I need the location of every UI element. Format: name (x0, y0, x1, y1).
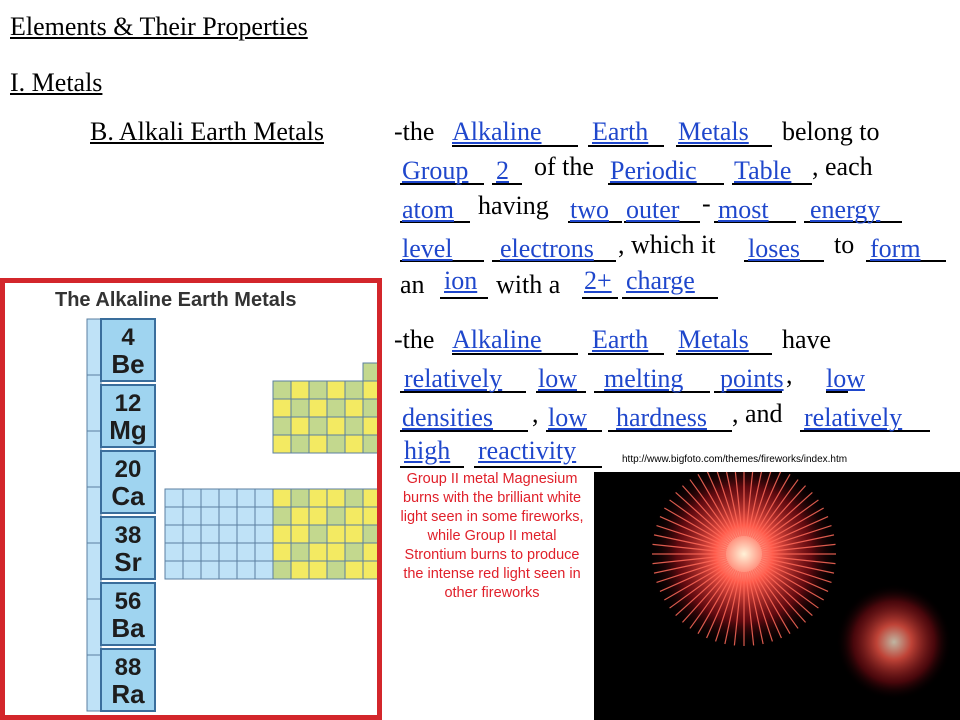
text-with-a: with a (496, 270, 561, 299)
table-cell (219, 525, 237, 543)
table-cell (165, 507, 183, 525)
table-cell (237, 507, 255, 525)
table-cell (291, 489, 309, 507)
table-cell (363, 507, 377, 525)
text-which-it: , which it (618, 230, 716, 259)
table-cell (273, 561, 291, 579)
firework-burst (836, 584, 952, 700)
table-cell (309, 417, 327, 435)
table-cell (291, 543, 309, 561)
table-cell (327, 381, 345, 399)
answer-two: two (570, 195, 609, 224)
atomic-number: 88 (114, 654, 142, 681)
table-cell (201, 507, 219, 525)
answer-earth-2: Earth (592, 325, 649, 354)
answer-low-2: low (826, 364, 865, 393)
table-cell (327, 489, 345, 507)
answer-densities: densities (402, 403, 493, 432)
answer-metals-1: Metals (678, 117, 749, 146)
table-cell (327, 543, 345, 561)
table-cell (273, 381, 291, 399)
blank (440, 297, 488, 299)
answer-2plus: 2+ (584, 266, 612, 295)
element-symbol: Mg (109, 415, 147, 445)
answer-earth-1: Earth (592, 117, 649, 146)
text-the-2: -the (394, 325, 435, 354)
table-cell (309, 561, 327, 579)
text-and: , and (732, 399, 783, 428)
table-cell (219, 489, 237, 507)
answer-metals-2: Metals (678, 325, 749, 354)
table-cell (309, 543, 327, 561)
fireworks-image (594, 472, 960, 720)
answer-low-3: low (548, 403, 587, 432)
answer-reactivity: reactivity (478, 436, 577, 465)
table-cell (273, 543, 291, 561)
table-cell (87, 487, 101, 543)
table-cell (255, 543, 273, 561)
table-cell (219, 561, 237, 579)
table-cell (327, 561, 345, 579)
answer-level: level (402, 234, 453, 263)
table-cell (87, 375, 101, 431)
table-cell (87, 319, 101, 375)
table-cell (183, 543, 201, 561)
answer-relatively-2: relatively (804, 403, 903, 432)
answer-alkaline-2: Alkaline (452, 325, 542, 354)
fireworks-caption: Group II metal Magnesium burns with the brilliant white light seen in some fireworks, while Group II metal Strontium burns to produce the intense red light seen in other fireworks (400, 471, 584, 601)
table-cell (309, 381, 327, 399)
table-cell (255, 489, 273, 507)
table-cell (237, 543, 255, 561)
table-cell (219, 507, 237, 525)
table-cell (237, 489, 255, 507)
table-cell (291, 525, 309, 543)
blank (400, 466, 464, 468)
text-each: , each (812, 152, 873, 181)
table-cell (363, 543, 377, 561)
answer-melting: melting (604, 364, 684, 393)
answer-loses: loses (748, 234, 800, 263)
text-comma-1: , (786, 360, 793, 389)
answer-hardness: hardness (616, 403, 707, 432)
table-cell (273, 435, 291, 453)
table-cell (345, 525, 363, 543)
table-cell (291, 561, 309, 579)
slide-title: Elements & Their Properties (10, 12, 308, 41)
fireworks-photo (594, 472, 960, 720)
table-cell (309, 489, 327, 507)
table-cell (237, 525, 255, 543)
text-having: having (478, 191, 549, 220)
table-cell (201, 561, 219, 579)
blank (582, 297, 618, 299)
answer-energy: energy (810, 195, 881, 224)
table-cell (165, 561, 183, 579)
table-cell (309, 435, 327, 453)
answer-alkaline-1: Alkaline (452, 117, 542, 146)
element-symbol: Ba (111, 613, 145, 643)
answer-electrons: electrons (500, 234, 594, 263)
image-source-url: http://www.bigfoto.com/themes/fireworks/index.htm (622, 454, 848, 465)
table-cell (255, 525, 273, 543)
text-the-1: -the (394, 117, 435, 146)
table-cell (327, 417, 345, 435)
table-cell (345, 561, 363, 579)
text-belong-to: belong to (782, 117, 880, 146)
answer-charge: charge (626, 266, 695, 295)
answer-points: points (720, 364, 784, 393)
element-symbol: Sr (114, 547, 142, 577)
text-to: to (834, 230, 855, 259)
table-cell (237, 561, 255, 579)
table-cell (291, 381, 309, 399)
table-cell (183, 561, 201, 579)
element-symbol: Ra (111, 679, 145, 709)
table-cell (87, 543, 101, 599)
table-cell (165, 489, 183, 507)
table-cell (345, 543, 363, 561)
table-cell (345, 417, 363, 435)
table-cell (219, 543, 237, 561)
table-cell (291, 435, 309, 453)
atomic-number: 12 (114, 390, 142, 417)
table-cell (345, 381, 363, 399)
answer-2: 2 (496, 156, 509, 185)
table-cell (291, 399, 309, 417)
answer-atom: atom (402, 195, 454, 224)
table-cell (327, 399, 345, 417)
answer-most: most (718, 195, 769, 224)
table-cell (363, 399, 377, 417)
table-cell (309, 507, 327, 525)
table-cell (345, 507, 363, 525)
text-dash: - (702, 189, 711, 218)
answer-relatively-1: relatively (404, 364, 503, 393)
table-cell (165, 525, 183, 543)
table-cell (183, 525, 201, 543)
table-cell (363, 489, 377, 507)
atomic-number: 4 (121, 324, 135, 351)
table-cell (273, 507, 291, 525)
table-cell (327, 525, 345, 543)
table-cell (291, 417, 309, 435)
answer-outer: outer (626, 195, 680, 224)
element-symbol: Ca (111, 481, 145, 511)
table-cell (363, 363, 377, 381)
answer-form: form (870, 234, 921, 263)
table-cell (87, 431, 101, 487)
answer-table: Table (734, 156, 792, 185)
blank (474, 466, 602, 468)
answer-low-1: low (538, 364, 577, 393)
table-cell (345, 399, 363, 417)
table-cell (309, 399, 327, 417)
element-symbol: Be (111, 349, 145, 379)
answer-periodic: Periodic (610, 156, 697, 185)
table-cell (363, 435, 377, 453)
text-of-the: of the (534, 152, 594, 181)
table-cell (201, 525, 219, 543)
atomic-number: 20 (114, 456, 142, 483)
atomic-number: 56 (114, 588, 142, 615)
text-comma-2: , (532, 399, 539, 428)
table-cell (363, 381, 377, 399)
table-cell (309, 525, 327, 543)
table-cell (345, 435, 363, 453)
blank (622, 297, 718, 299)
alkaline-earth-metals-figure (0, 278, 382, 720)
periodic-table-graphic (5, 283, 377, 715)
table-cell (183, 507, 201, 525)
answer-ion: ion (444, 266, 478, 295)
table-cell (201, 543, 219, 561)
section-heading: I. Metals (10, 68, 103, 97)
table-cell (255, 507, 273, 525)
answer-high: high (404, 436, 451, 465)
table-cell (363, 561, 377, 579)
figure-title: The Alkaline Earth Metals (55, 289, 297, 311)
table-cell (87, 599, 101, 655)
subsection-heading: B. Alkali Earth Metals (90, 117, 324, 146)
table-cell (327, 435, 345, 453)
table-cell (183, 489, 201, 507)
table-cell (291, 507, 309, 525)
table-cell (165, 543, 183, 561)
table-cell (327, 507, 345, 525)
table-cell (255, 561, 273, 579)
text-have: have (782, 325, 832, 354)
text-an: an (400, 270, 425, 299)
table-cell (363, 417, 377, 435)
table-cell (273, 525, 291, 543)
table-cell (273, 417, 291, 435)
atomic-number: 38 (114, 522, 142, 549)
table-cell (363, 525, 377, 543)
answer-group: Group (402, 156, 469, 185)
table-cell (201, 489, 219, 507)
table-cell (273, 399, 291, 417)
table-cell (345, 489, 363, 507)
table-cell (273, 489, 291, 507)
table-cell (87, 655, 101, 711)
